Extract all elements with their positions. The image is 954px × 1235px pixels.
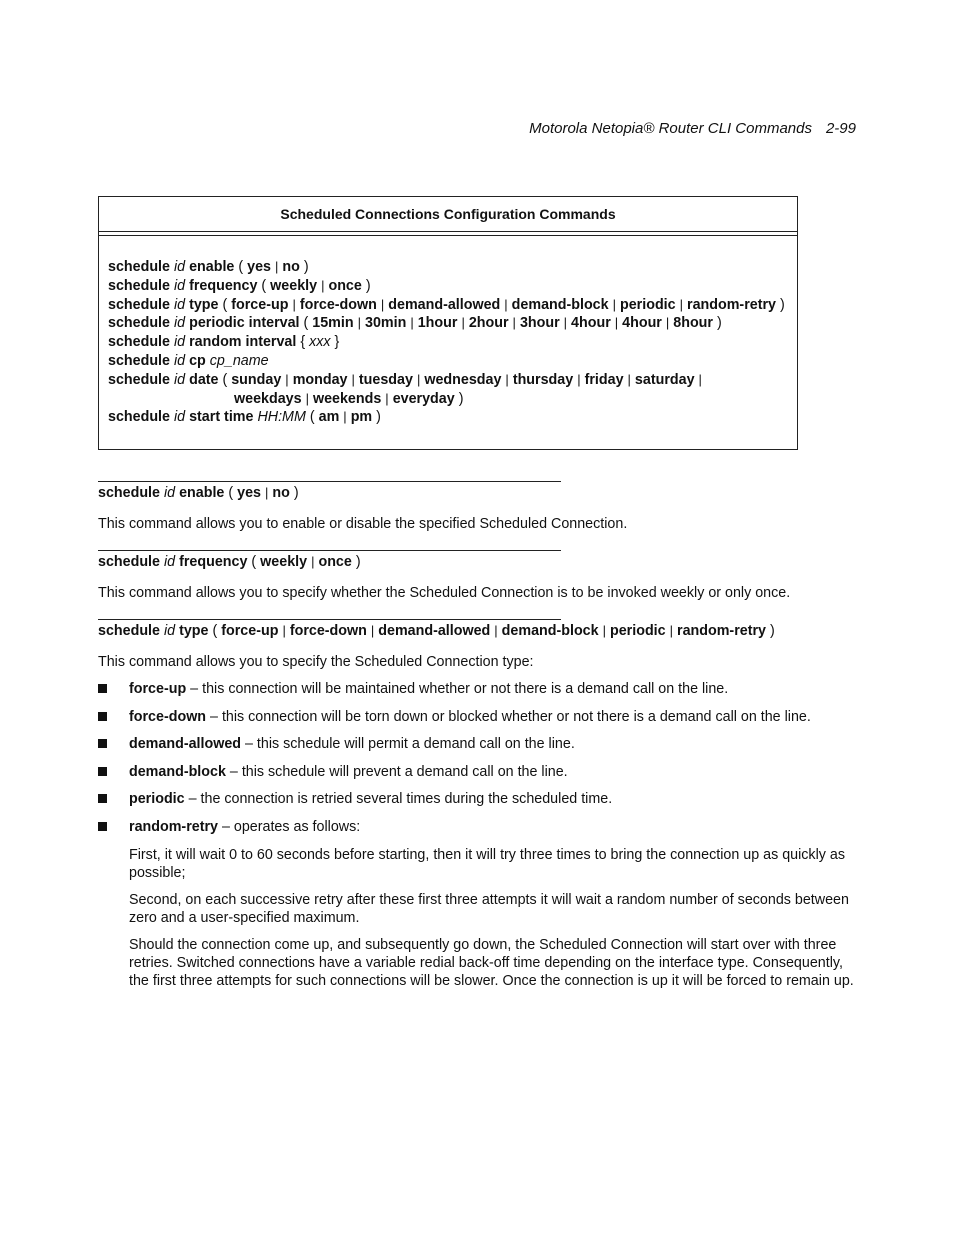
type-description: This command allows you to specify the Scheduled Connection type: bbox=[98, 654, 534, 670]
list-item: random-retry – operates as follows: bbox=[98, 818, 858, 846]
square-bullet-icon bbox=[98, 794, 107, 803]
section-heading-frequency: schedule id frequency ( weekly | once ) bbox=[98, 554, 361, 570]
cmd-periodic-interval: schedule id periodic interval ( 15min | 30min | 1hour | 2hour | 3hour | 4hour | 4hour | 8hour ) bbox=[108, 315, 722, 332]
type-bullet-list bbox=[98, 680, 858, 846]
retry-paragraph-first: First, it will wait 0 to 60 seconds before starting, then it will try three times to bring the connection up as quickly as possible; bbox=[129, 847, 845, 881]
command-summary-box bbox=[98, 196, 798, 450]
box-title: Scheduled Connections Configuration Commands bbox=[99, 197, 797, 232]
list-item: force-down – this connection will be torn down or blocked whether or not there is a demand call on the line. bbox=[98, 708, 858, 736]
page-number: 2-99 bbox=[825, 120, 856, 137]
cmd-date-continued: weekdays | weekends | everyday ) bbox=[234, 390, 464, 407]
random-retry-details bbox=[129, 846, 859, 999]
cmd-date: schedule id date ( sunday | monday | tuesday | wednesday | thursday | friday | saturday | bbox=[108, 371, 702, 388]
page-header bbox=[529, 120, 856, 137]
square-bullet-icon bbox=[98, 712, 107, 721]
cmd-enable: schedule id enable ( yes | no ) bbox=[108, 259, 309, 275]
list-item: demand-allowed – this schedule will permit a demand call on the line. bbox=[98, 735, 858, 763]
section-heading-enable: schedule id enable ( yes | no ) bbox=[98, 485, 299, 501]
square-bullet-icon bbox=[98, 767, 107, 776]
retry-paragraph-second: Second, on each successive retry after these first three attempts it will wait a random number of seconds between zero and a user-specified maximum. bbox=[129, 892, 849, 926]
section-heading-type: schedule id type ( force-up | force-down | demand-allowed | demand-block | periodic | random-retry ) bbox=[98, 623, 775, 639]
header-title: Motorola Netopia® Router CLI Commands bbox=[529, 120, 812, 137]
list-item: demand-block – this schedule will prevent a demand call on the line. bbox=[98, 763, 858, 791]
list-item: force-up – this connection will be maintained whether or not there is a demand call on the line. bbox=[98, 680, 858, 708]
square-bullet-icon bbox=[98, 684, 107, 693]
enable-description: This command allows you to enable or disable the specified Scheduled Connection. bbox=[98, 516, 628, 532]
cmd-type: schedule id type ( force-up | force-down | demand-allowed | demand-block | periodic | random-retry ) bbox=[108, 296, 785, 313]
cmd-random-interval: schedule id random interval { xxx } bbox=[108, 334, 340, 351]
command-list bbox=[99, 236, 797, 427]
retry-paragraph-third: Should the connection come up, and subsequently go down, the Scheduled Connection will start over with three retries. Switched connections have a variable redial back-off time depending on the interface type. Consequently, the first three attempts for such connections will be slower. Once the connection is up it will be forced to remain up. bbox=[129, 937, 854, 989]
cmd-cp: schedule id cp cp_name bbox=[108, 352, 269, 369]
frequency-description: This command allows you to specify whether the Scheduled Connection is to be invoked weekly or only once. bbox=[98, 585, 791, 601]
square-bullet-icon bbox=[98, 739, 107, 748]
list-item: periodic – the connection is retried several times during the scheduled time. bbox=[98, 790, 858, 818]
section-rule-type bbox=[98, 619, 561, 620]
section-rule-enable bbox=[98, 481, 561, 482]
cmd-start-time: schedule id start time HH:MM ( am | pm ) bbox=[108, 409, 381, 426]
section-rule-frequency bbox=[98, 550, 561, 551]
cmd-frequency: schedule id frequency ( weekly | once ) bbox=[108, 277, 371, 294]
square-bullet-icon bbox=[98, 822, 107, 831]
